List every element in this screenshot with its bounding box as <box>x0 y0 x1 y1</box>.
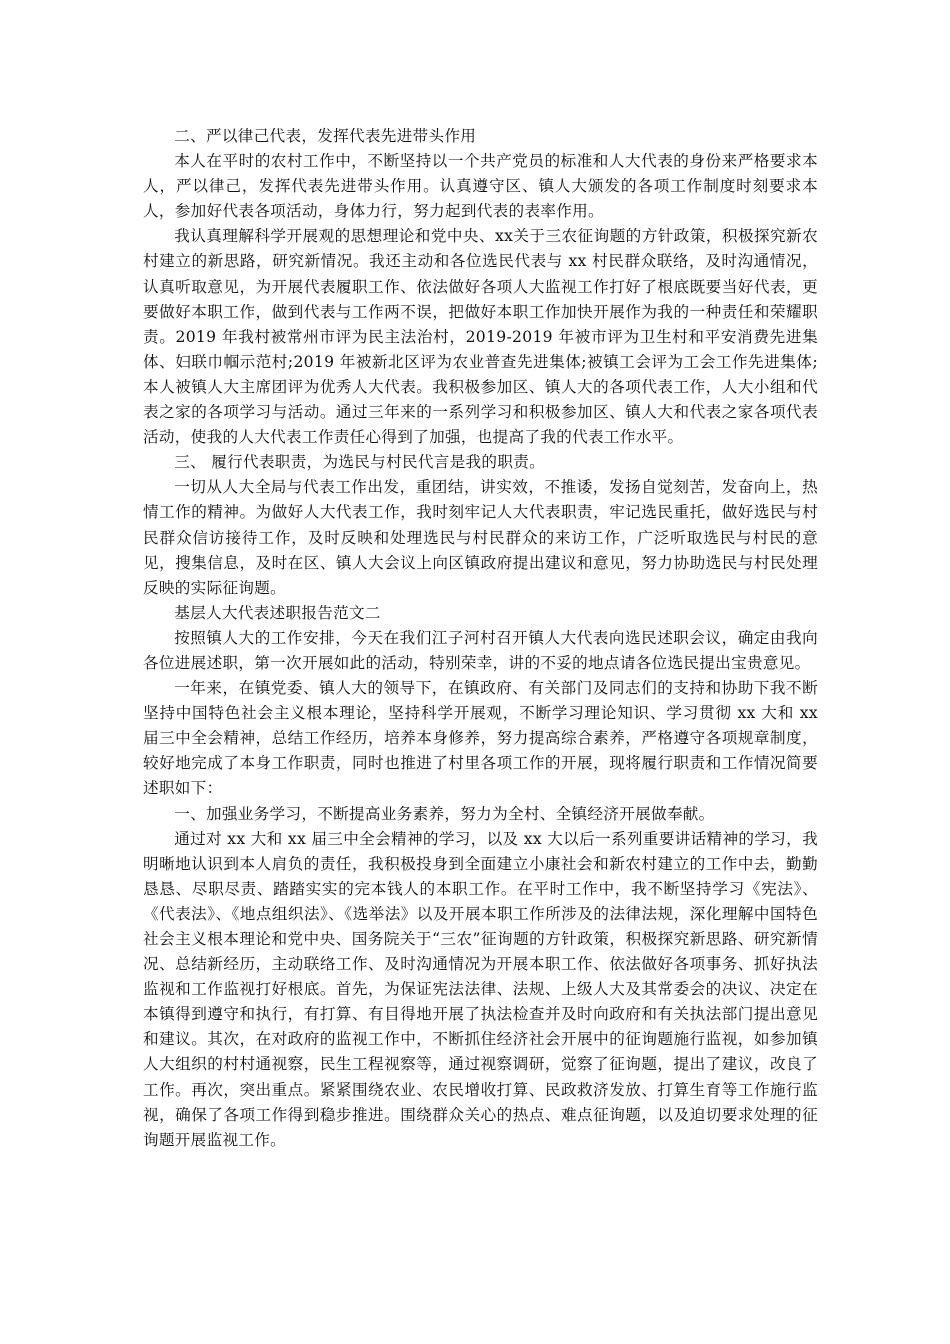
paragraph: 我认真理解科学开展观的思想理论和党中央、xx关于三农征询题的方针政策，积极探究新农村建立的新思路，研究新情况。我还主动和各位选民代表与 xx 村民群众联络，及时沟通情况，认真听取意见，为开展代表履职工作、依法做好各项人大监视工作打好了根底既要当好代表，更要做好本职工作，做到代表与工作两不误，把做好本职工作加快开展作为我的一种责任和荣耀职责。2019 年我村被常州市评为民主法治村，2019-2019 年被市评为卫生村和平安消费先进集体、妇联巾帼示范村;2019 年被新北区评为农业普查先进集体;被镇工会评为工会工作先进集体;本人被镇人大主席团评为优秀人大代表。我积极参加区、镇人大的各项代表工作，人大小组和代表之家的各项学习与活动。通过三年来的一系列学习和积极参加区、镇人大和代表之家各项代表活动，使我的人大代表工作责任心得到了加强，也提高了我的代表工作水平。 <box>143 227 818 447</box>
paragraph: 按照镇人大的工作安排，今天在我们江子河村召开镇人大代表向选民述职会议，确定由我向各位进展述职，第一次开展如此的活动，特别荣幸，讲的不妥的地点请各位选民提出宝贵意见。 <box>143 628 818 672</box>
section-heading: 三、 履行代表职责，为选民与村民代言是我的职责。 <box>174 453 546 472</box>
paragraph: 通过对 xx 大和 xx 届三中全会精神的学习，以及 xx 大以后一系列重要讲话精神的学习，我明晰地认识到本人肩负的责任，我积极投身到全面建立小康社会和新农村建立的工作中去，勤勤恳恳、尽职尽责、踏踏实实的完本钱人的本职工作。在平时工作中，我不断坚持学习《宪法》、《代表法》、《地点组织法》、《选举法》以及开展本职工作所涉及的法律法规，深化理解中国特色社会主义根本理论和党中央、国务院关于“三农”征询题的方针政策，积极探究新思路、研究新情况、总结新经历，主动联络工作、及时沟通情况为开展本职工作、依法做好各项事务、抓好执法监视和工作监视打好根底。首先，为保证宪法法律、法规、上级人大及其常委会的决议、决定在本镇得到遵守和执行，有打算、有目得地开展了执法检查并及时向政府和有关执法部门提出意见和建议。其次，在对政府的监视工作中，不断抓住经济社会开展中的征询题施行监视，如参加镇人大组织的村村通视察，民生工程视察等，通过视察调研，觉察了征询题，提出了建议，改良了工作。再次，突出重点。紧紧围绕农业、农民增收打算、民政救济发放、打算生育等工作施行监视，确保了各项工作得到稳步推进。围绕群众关心的热点、难点征询题，以及迫切要求处理的征询题开展监视工作。 <box>143 829 818 1149</box>
document-body <box>143 124 818 1153</box>
paragraph: 一切从人大全局与代表工作出发，重团结，讲实效，不推诿，发扬自觉刻苦，发奋向上，热情工作的精神。为做好人大代表工作，我时刻牢记人大代表职责，牢记选民重托，做好选民与村民群众信访接待工作，及时反映和处理选民与村民群众的来访工作，广泛听取选民与村民的意见，搜集信息，及时在区、镇人大会议上向区镇政府提出建议和意见，努力协助选民与村民处理反映的实际征询题。 <box>143 478 818 597</box>
section-heading: 一、加强业务学习，不断提高业务素养，努力为全村、全镇经济开展做奉献。 <box>174 804 715 823</box>
paragraph: 一年来，在镇党委、镇人大的领导下，在镇政府、有关部门及同志们的支持和协助下我不断坚持中国特色社会主义根本理论，坚持科学开展观，不断学习理论知识、学习贯彻 xx 大和 xx 届三中全会精神，总结工作经历，培养本身修养，努力提高综合素养，严格遵守各项规章制度，较好地完成了本身工作职责，同时也推进了村里各项工作的开展，现将履行职责和工作情况简要述职如下： <box>143 679 818 798</box>
paragraph: 本人在平时的农村工作中，不断坚持以一个共产党员的标准和人大代表的身份来严格要求本人，严以律己，发挥代表先进带头作用。认真遵守区、镇人大颁发的各项工作制度时刻要求本人，参加好代表各项活动，身体力行，努力起到代表的表率作用。 <box>143 152 818 221</box>
document-subtitle: 基层人大代表述职报告范文二 <box>174 603 381 622</box>
section-heading: 二、严以律己代表，发挥代表先进带头作用 <box>174 127 477 145</box>
